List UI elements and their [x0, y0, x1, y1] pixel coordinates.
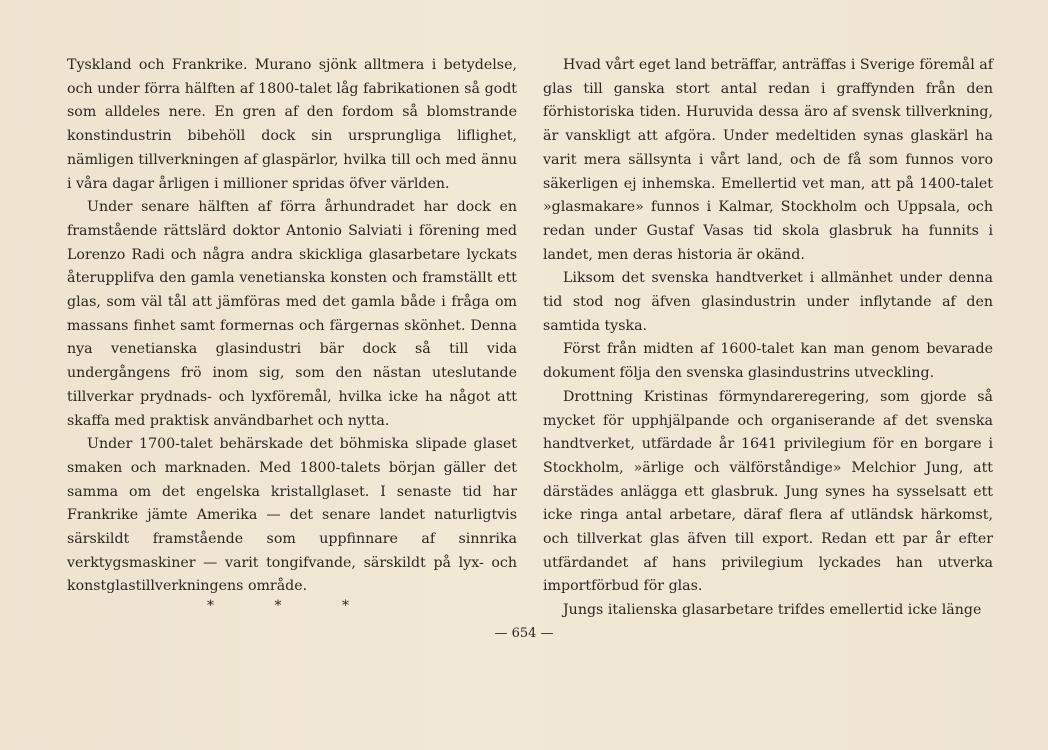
- section-separator: * * *: [207, 598, 377, 614]
- paragraph: Först från midten af 1600-talet kan man genom bevarade dokument följa den svenska glasindustrins utveckling.: [543, 341, 993, 382]
- paragraph: Liksom det svenska handtverket i allmänhet under denna tid stod nog äfven glasindustrin under inflytande af den samtida tyska.: [543, 270, 993, 334]
- paragraph: Under 1700-talet behärskade det böhmiska slipade glaset smaken och marknaden. Med 1800-talets början gäller det samma om det engelska kristallglaset. I senaste tid har Frankrike jämte Amerika — det senare landet naturligtvis särskildt framstående som uppfinnare af sinnrika verktygsmaskiner — varit tongifvande, särskildt på lyx- och konstglastillverkningens område.: [67, 436, 517, 595]
- paragraph: Tyskland och Frankrike. Murano sjönk alltmera i betydelse, och under förra hälften af 1800-talet låg fabrikationen så godt som alldeles nere. En gren af den fordom så blomstrande konstindustrin bibehöll dock sin ursprungliga liflighet, nämligen tillverkningen af glaspärlor, hvilka till och med ännu i våra dagar årligen i millioner spridas öfver världen.: [67, 57, 517, 192]
- right-column: [543, 54, 993, 623]
- paragraph: Jungs italienska glasarbetare trifdes emellertid icke länge: [563, 602, 982, 619]
- left-column: [67, 54, 517, 599]
- paragraph: Drottning Kristinas förmyndareregering, som gjorde så mycket för upphjälpande och organiserande af det svenska handtverket, utfärdade år 1641 privilegium för en borgare i Stockholm, »ärlige och välförståndige» Melchior Jung, att därstädes anlägga ett glasbruk. Jung synes ha sysselsatt ett icke ringa antal arbetare, däraf flera af utländsk härkomst, och tillverkat glas äfven till export. Redan ett par år efter utfärdandet af hans privilegium lyckades han utverka importförbud för glas.: [543, 388, 993, 595]
- paragraph: Hvad vårt eget land beträffar, anträffas i Sverige föremål af glas till ganska stort antal redan i graffynden från den förhistoriska tiden. Huruvida dessa äro af svensk tillverkning, är vanskligt att afgöra. Under medeltiden synas glaskärl ha varit mera sällsynta i vårt land, och de få som funnos voro säkerligen ej inhemska. Emellertid vet man, att på 1400-talet »glasmakare» funnos i Kalmar, Stockholm och Uppsala, och redan under Gustaf Vasas tid skola glasbruk ha funnits i landet, men deras historia är okänd.: [543, 57, 993, 263]
- page-number: — 654 —: [494, 626, 554, 641]
- paragraph: Under senare hälften af förra århundradet har dock en framstående rättslärd doktor Antonio Salviati i förening med Lorenzo Radi och några andra skickliga glasarbetare lyckats återupplifva den gamla venetianska konsten och framställt ett glas, som väl tål att jämföras med det gamla både i fråga om massans finhet samt formernas och färgernas skönhet. Denna nya venetianska glasindustri bär dock så till vida undergångens frö inom sig, som den nästan uteslutande tillverkar prydnads- och lyxföremål, hvilka icke ha något att skaffa med praktisk användbarhet och nytta.: [67, 199, 517, 429]
